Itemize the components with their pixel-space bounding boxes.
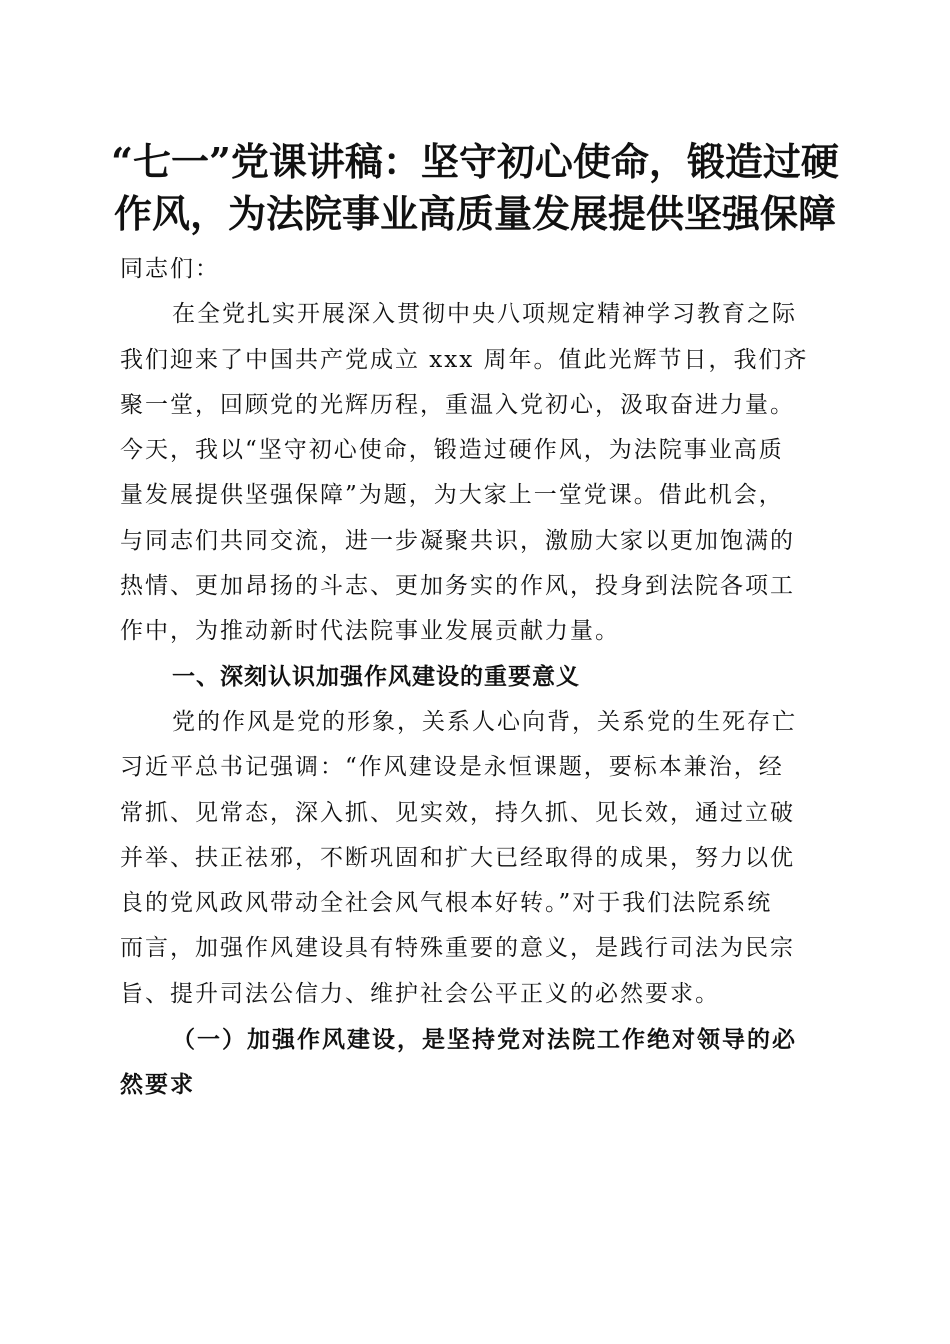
paragraph-1 <box>120 292 825 654</box>
title-line-2: 作风，为法院事业高质量发展提供坚强保障 <box>113 191 836 236</box>
document-body <box>120 247 825 1108</box>
paragraph-line: 聚一堂，回顾党的光辉历程，重温入党初心，汲取奋进力量。 <box>120 391 795 418</box>
paragraph-line: 热情、更加昂扬的斗志、更加务实的作风，投身到法院各项工 <box>120 573 795 600</box>
paragraph-line: 今天，我以“坚守初心使命，锻造过硬作风，为法院事业高质 <box>120 437 784 464</box>
subsection-heading-line: （一）加强作风建设，是坚持党对法院工作绝对领导的必 <box>172 1026 797 1054</box>
paragraph-line: 而言，加强作风建设具有特殊重要的意义，是践行司法为民宗 <box>120 935 795 962</box>
paragraph-line: 与同志们共同交流，进一步凝聚共识，激励大家以更加饱满的 <box>120 527 795 554</box>
paragraph-line: 在全党扎实开展深入贯彻中央八项规定精神学习教育之际 <box>172 301 797 328</box>
paragraph-line: 常抓、见常态，深入抓、见实效，持久抓、见长效，通过立破 <box>120 799 795 826</box>
paragraph-line: 良的党风政风带动全社会风气根本好转。”对于我们法院系统 <box>120 890 773 917</box>
salutation: 同志们： <box>120 256 220 282</box>
paragraph-line: 并举、扶正祛邪，不断巩固和扩大已经取得的成果，努力以优 <box>120 844 795 871</box>
paragraph-2 <box>120 700 825 1017</box>
paragraph-line: 习近平总书记强调：“作风建设是永恒课题，要标本兼治，经 <box>120 754 784 781</box>
section-heading-1: 一、深刻认识加强作风建设的重要意义 <box>172 663 580 690</box>
paragraph-line: 量发展提供坚强保障”为题，为大家上一堂党课。借此机会， <box>120 482 784 509</box>
paragraph-line: 党的作风是党的形象，关系人心向背，关系党的生死存亡 <box>172 708 797 735</box>
subsection-heading-line: 然要求 <box>120 1071 195 1099</box>
paragraph-line: 我们迎来了中国共产党成立 xxx 周年。值此光辉节日，我们齐 <box>120 346 809 373</box>
title-line-1: “七一”党课讲稿：坚守初心使命，锻造过硬 <box>111 139 839 184</box>
subsection-heading-1 <box>120 1017 825 1108</box>
document-title <box>100 136 850 240</box>
paragraph-line: 旨、提升司法公信力、维护社会公平正义的必然要求。 <box>120 980 720 1007</box>
paragraph-line: 作中，为推动新时代法院事业发展贡献力量。 <box>120 618 620 645</box>
